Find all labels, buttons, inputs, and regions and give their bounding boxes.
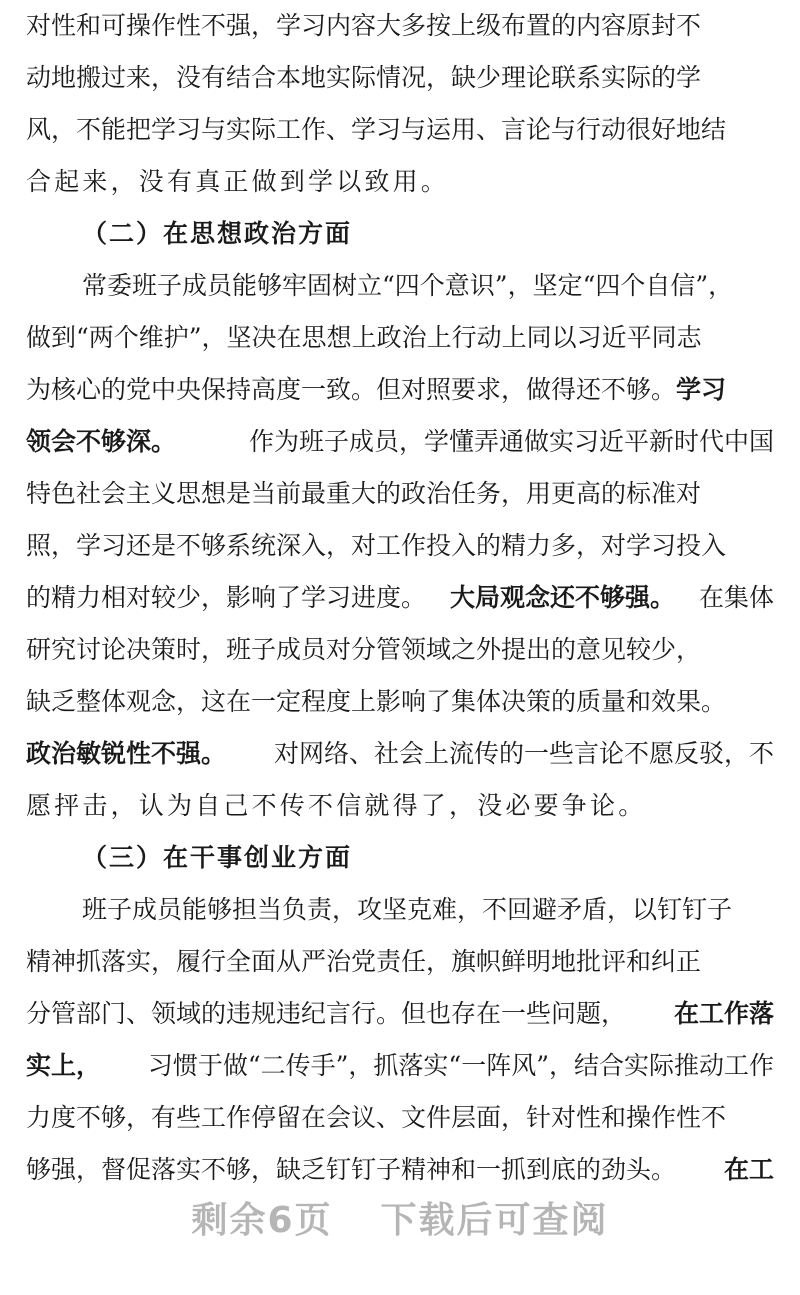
emphasis-text: 大局观念还不够强。 [449,583,675,612]
text-line: 特色社会主义思想是当前最重大的政治任务，用更高的标准对 [26,479,702,508]
emphasis-text: 政治敏锐性不强。 [26,739,227,768]
download-to-view-label: 下载后可查阅 [380,1200,609,1241]
emphasis-text: 学习 [676,375,727,404]
emphasis-text: 在工 [723,1155,774,1184]
text-line: 缺乏整体观念，这在一定程度上影响了集体决策的质量和效果。 [26,687,727,716]
document-body [26,0,774,1196]
text-line: 为核心的党中央保持高度一致。但对照要求，做得还不够。学习 [26,375,727,404]
text-line: 够强，督促落实不够，缺乏钉钉子精神和一抓到底的劲头。 在工 [26,1144,774,1196]
emphasis-text: 在工作落 [673,999,774,1028]
section-heading: （三）在干事创业方面 [82,843,353,872]
text-line: 合起来，没有真正做到学以致用。 [26,167,450,196]
text-line: 班子成员能够担当负责，攻坚克难，不回避矛盾，以钉钉子 [82,895,733,924]
text-line: 实上， 习惯于做“二传手”，抓落实“一阵风”，结合实际推动工作 [26,1040,774,1092]
text-line: 愿抨击，认为自己不传不信就得了，没必要争论。 [26,791,647,820]
text-line: 政治敏锐性不强。 对网络、社会上流传的一些言论不愿反驳，不 [26,728,774,780]
section-heading: （二）在思想政治方面 [82,219,353,248]
text-line: 分管部门、领域的违规违纪言行。但也存在一些问题， 在工作落 [26,988,774,1040]
text-line: 动地搬过来，没有结合本地实际情况，缺少理论联系实际的学 [26,63,702,92]
text-line: 的精力相对较少，影响了学习进度。 大局观念还不够强。 在集体 [26,572,774,624]
text-line: 对性和可操作性不强，学习内容大多按上级布置的内容原封不 [26,11,702,40]
text-line: 力度不够，有些工作停留在会议、文件层面，针对性和操作性不 [26,1103,727,1132]
download-prompt[interactable] [0,1192,800,1243]
text-line: 精神抓落实，履行全面从严治党责任，旗帜鲜明地批评和纠正 [26,947,702,976]
text-line: 照，学习还是不够系统深入，对工作投入的精力多，对学习投入 [26,531,727,560]
text-line: 常委班子成员能够牢固树立“四个意识”，坚定“四个自信”， [82,271,734,300]
remaining-pages-label: 剩余6页 [191,1200,333,1241]
text-line: 研究讨论决策时，班子成员对分管领域之外提出的意见较少， [26,635,702,664]
emphasis-text: 领会不够深。 [26,427,177,456]
text-line: 风，不能把学习与实际工作、学习与运用、言论与行动很好地结 [26,115,727,144]
text-line: 做到“两个维护”，坚决在思想上政治上行动上同以习近平同志 [26,323,702,352]
text-line: 领会不够深。 作为班子成员，学懂弄通做实习近平新时代中国 [26,416,774,468]
emphasis-text: 实上， [26,1051,102,1080]
